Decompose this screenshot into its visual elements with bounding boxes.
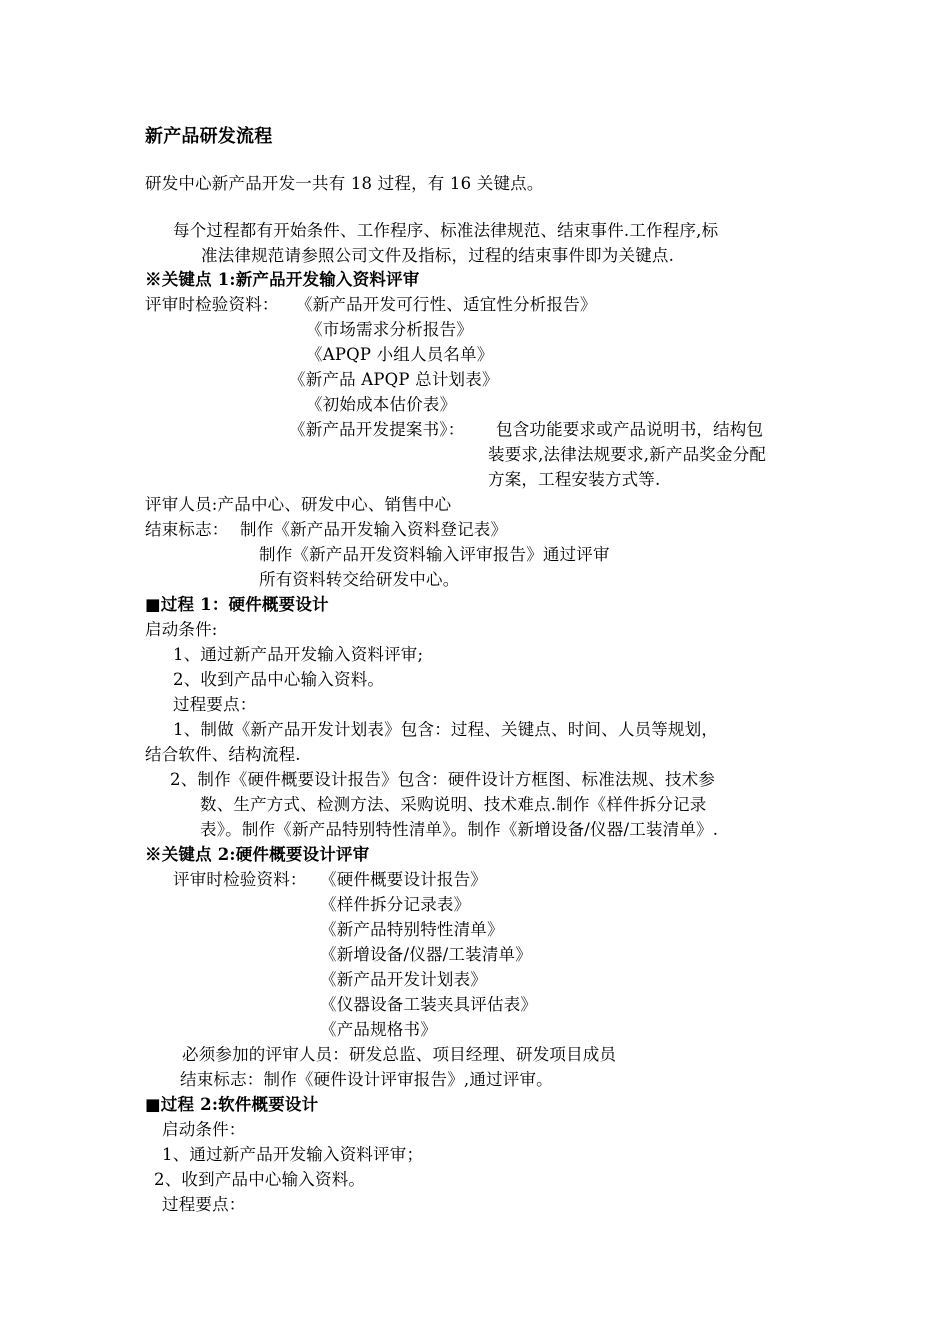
keypoint-2-reviewers: 必须参加的评审人员：研发总监、项目经理、研发项目成员 bbox=[182, 1045, 617, 1064]
keypoint-1-reviewers: 评审人员:产品中心、研发中心、销售中心 bbox=[145, 495, 452, 514]
process-1-point-2-line: 数、生产方式、检测方法、采购说明、技术难点.制作《样件拆分记录 bbox=[200, 795, 707, 814]
keypoint-1-end-item: 制作《新产品开发输入资料登记表》 bbox=[240, 520, 508, 539]
keypoint-1-doc: 《新产品开发可行性、适宜性分析报告》 bbox=[296, 295, 597, 314]
process-2-start-label: 启动条件： bbox=[162, 1120, 246, 1139]
intro-text: 研发中心新产品开发一共有 18 过程，有 16 关键点。 bbox=[145, 174, 544, 193]
process-1-heading: ■过程 1：硬件概要设计 bbox=[145, 595, 329, 614]
keypoint-2-docs-label: 评审时检验资料： bbox=[173, 870, 307, 889]
keypoint-1-end-item: 制作《新产品开发资料输入评审报告》通过评审 bbox=[259, 545, 610, 564]
keypoint-2-doc: 《新产品开发计划表》 bbox=[320, 970, 487, 989]
process-1-start-label: 启动条件: bbox=[145, 620, 218, 639]
proposal-note-line: 包含功能要求或产品说明书，结构包 bbox=[496, 420, 764, 439]
keypoint-1-end-item: 所有资料转交给研发中心。 bbox=[259, 570, 460, 589]
process-1-points-label: 过程要点： bbox=[173, 695, 257, 714]
keypoint-2-doc: 《产品规格书》 bbox=[320, 1020, 437, 1039]
proposal-note-line: 方案，工程安装方式等. bbox=[488, 470, 661, 489]
proposal-note-line: 装要求,法律法规要求,新产品奖金分配 bbox=[488, 445, 767, 464]
process-1-start-item: 1、通过新产品开发输入资料评审; bbox=[173, 645, 424, 664]
keypoint-2-heading: ※关键点 2:硬件概要设计评审 bbox=[145, 845, 370, 864]
process-2-points-label: 过程要点： bbox=[162, 1195, 246, 1214]
keypoint-1-doc: 《新产品 APQP 总计划表》 bbox=[289, 370, 499, 389]
keypoint-1-heading: ※关键点 1:新产品开发输入资料评审 bbox=[145, 270, 420, 289]
process-1-point-2-line: 2、制作《硬件概要设计报告》包含：硬件设计方框图、标准法规、技术参 bbox=[170, 770, 716, 789]
keypoint-1-doc: 《市场需求分析报告》 bbox=[306, 320, 473, 339]
process-2-heading: ■过程 2:软件概要设计 bbox=[145, 1095, 319, 1114]
keypoint-1-doc: 《初始成本估价表》 bbox=[306, 395, 457, 414]
overview-line-2: 准法律规范请参照公司文件及指标，过程的结束事件即为关键点. bbox=[201, 246, 675, 265]
keypoint-1-end-label: 结束标志： bbox=[145, 520, 229, 539]
overview-line-1: 每个过程都有开始条件、工作程序、标准法律规范、结束事件.工作程序,标 bbox=[173, 221, 719, 240]
keypoint-1-docs-label: 评审时检验资料： bbox=[145, 295, 279, 314]
keypoint-2-doc: 《仪器设备工装夹具评估表》 bbox=[320, 995, 538, 1014]
keypoint-2-doc: 《硬件概要设计报告》 bbox=[320, 870, 487, 889]
process-1-start-item: 2、收到产品中心输入资料。 bbox=[173, 670, 385, 689]
keypoint-2-doc: 《样件拆分记录表》 bbox=[320, 895, 471, 914]
process-1-point-1-line: 1、制做《新产品开发计划表》包含：过程、关键点、时间、人员等规划， bbox=[173, 720, 719, 739]
process-1-point-2-line: 表》。制作《新产品特别特性清单》。制作《新增设备/仪器/工装清单》. bbox=[200, 820, 719, 839]
keypoint-2-doc: 《新产品特别特性清单》 bbox=[320, 920, 504, 939]
keypoint-1-doc: 《APQP 小组人员名单》 bbox=[306, 345, 494, 364]
keypoint-1-doc: 《新产品开发提案书》： bbox=[289, 420, 465, 439]
keypoint-2-doc: 《新增设备/仪器/工装清单》 bbox=[320, 945, 532, 964]
process-2-start-item: 1、通过新产品开发输入资料评审； bbox=[162, 1145, 424, 1164]
process-2-start-item: 2、收到产品中心输入资料。 bbox=[154, 1170, 366, 1189]
document-title: 新产品研发流程 bbox=[145, 126, 273, 147]
keypoint-2-end: 结束标志：制作《硬件设计评审报告》,通过评审。 bbox=[180, 1070, 553, 1089]
process-1-point-1-line: 结合软件、结构流程. bbox=[145, 745, 301, 764]
